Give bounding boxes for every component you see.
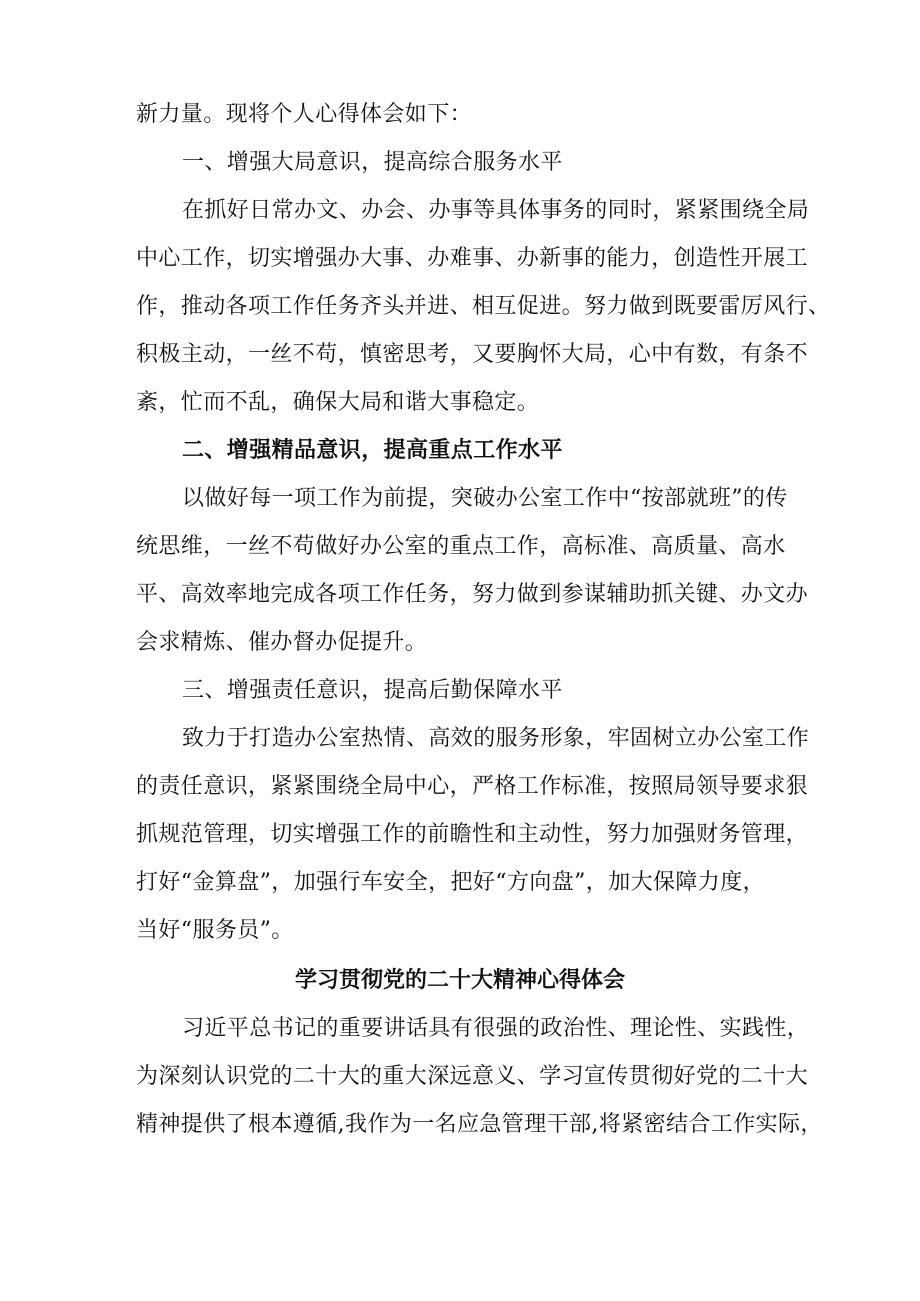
section-heading-2: 二、增强精品意识，提高重点工作水平 bbox=[182, 438, 563, 463]
paragraph-line: 作，推动各项工作任务齐头并进、相互促进。努力做到既要雷厉风行、 bbox=[136, 294, 831, 319]
paragraph-line: 致力于打造办公室热情、高效的服务形象，牢固树立办公室工作 bbox=[182, 726, 810, 751]
paragraph-line: 打好“金算盘”，加强行车安全，把好“方向盘”，加大保障力度， bbox=[136, 870, 765, 895]
paragraph-line: 统思维，一丝不苟做好办公室的重点工作，高标准、高质量、高水 bbox=[136, 534, 786, 559]
document-title: 学习贯彻党的二十大精神心得体会 bbox=[294, 968, 625, 993]
paragraph-line: 平、高效率地完成各项工作任务，努力做到参谋辅助抓关键、办文办 bbox=[136, 582, 809, 607]
paragraph-line: 当好“服务员”。 bbox=[136, 918, 294, 943]
section-heading-1: 一、增强大局意识，提高综合服务水平 bbox=[182, 150, 563, 175]
paragraph-line: 积极主动，一丝不苟，慎密思考，又要胸怀大局，心中有数，有条不 bbox=[136, 342, 809, 367]
paragraph-line: 新力量。现将个人心得体会如下： bbox=[136, 102, 473, 127]
paragraph-line: 紊，忙而不乱，确保大局和谐大事稳定。 bbox=[136, 390, 540, 415]
paragraph-line: 为深刻认识党的二十大的重大深远意义、学习宣传贯彻好党的二十大 bbox=[136, 1064, 809, 1089]
paragraph-line: 在抓好日常办文、办会、办事等具体事务的同时，紧紧围绕全局 bbox=[182, 198, 810, 223]
paragraph-line: 抓规范管理，切实增强工作的前瞻性和主动性，努力加强财务管理， bbox=[136, 822, 809, 847]
paragraph-line: 习近平总书记的重要讲话具有很强的政治性、理论性、实践性， bbox=[182, 1016, 810, 1041]
paragraph-line: 的责任意识，紧紧围绕全局中心，严格工作标准，按照局领导要求狠 bbox=[136, 774, 809, 799]
paragraph-line: 精神提供了根本遵循,我作为一名应急管理干部,将紧密结合工作实际， bbox=[136, 1112, 823, 1137]
section-heading-3: 三、增强责任意识，提高后勤保障水平 bbox=[182, 678, 563, 703]
paragraph-line: 以做好每一项工作为前提，突破办公室工作中“按部就班”的传 bbox=[182, 486, 788, 511]
paragraph-line: 中心工作，切实增强办大事、办难事、办新事的能力，创造性开展工 bbox=[136, 246, 809, 271]
paragraph-line: 会求精炼、催办督办促提升。 bbox=[136, 630, 428, 655]
